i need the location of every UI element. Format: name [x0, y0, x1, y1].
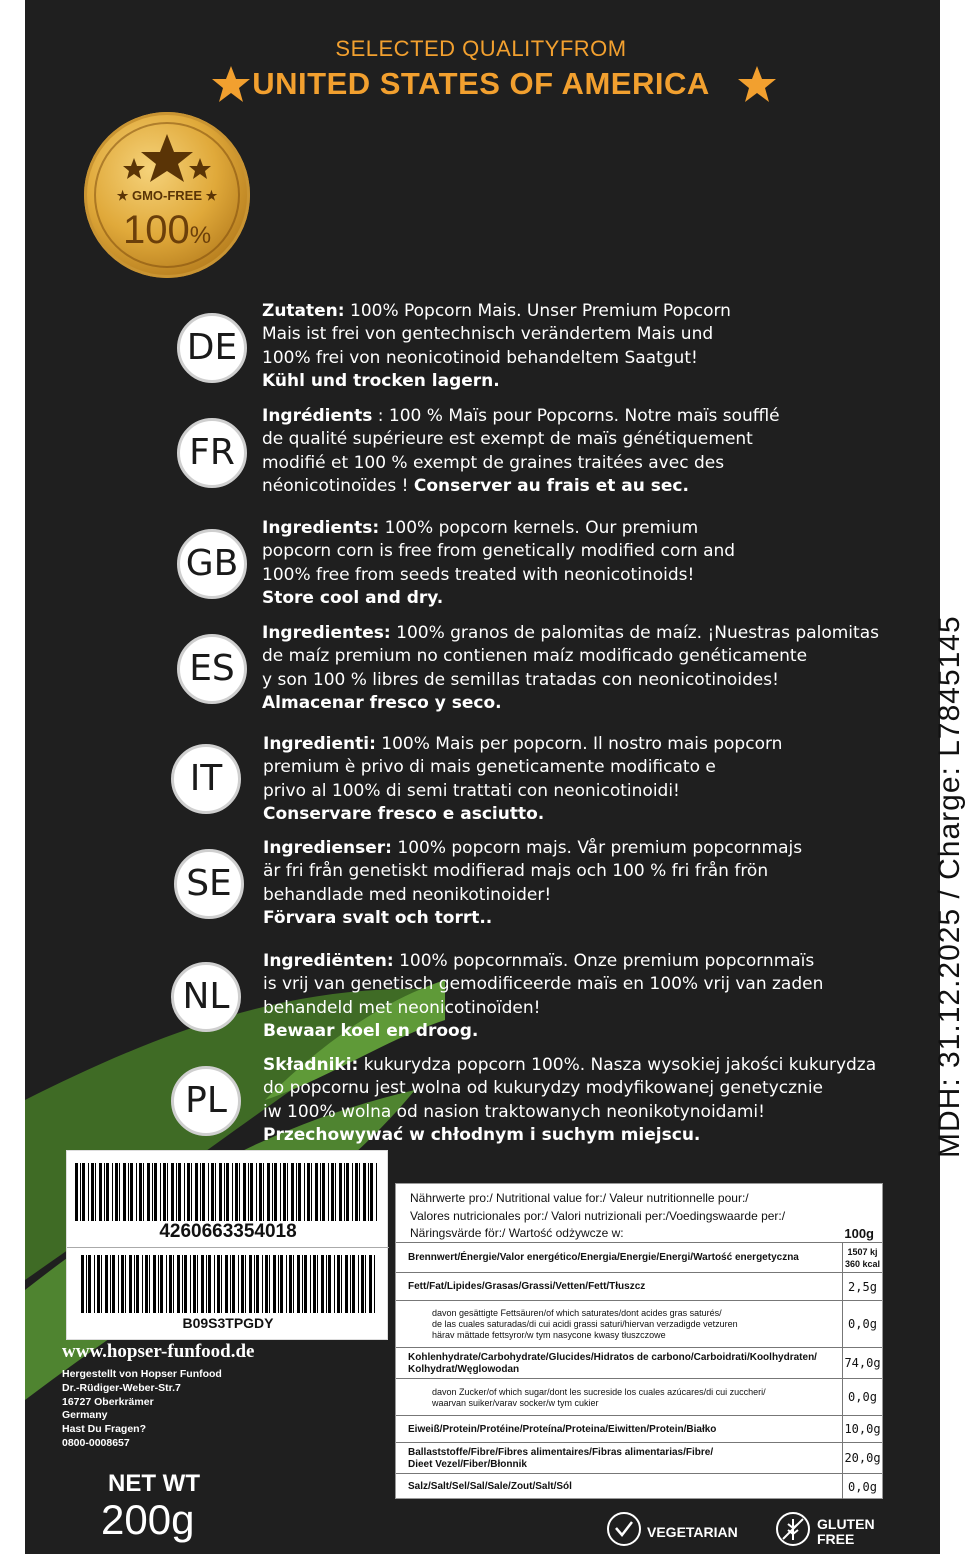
ingredients-line: 100% free from seeds treated with neonicotinoids!	[262, 564, 695, 585]
ean-number: 4260663354018	[159, 1221, 297, 1242]
ingredients-line: Almacenar fresco y seco.	[262, 692, 502, 713]
nutrition-row	[396, 1415, 882, 1442]
language-badge-gb: GB	[177, 529, 247, 599]
nutrient-value: 74,0g	[842, 1348, 882, 1378]
ingredients-line: do popcornu jest wolna od kukurydzy modyfikowanej genetycznie	[263, 1078, 823, 1099]
ingredients-line: Ingredienti: 100% Mais per popcorn. Il nostro mais popcorn	[263, 734, 783, 754]
ingredients-line: is vrij van genetisch gemodificeerde maïs en 100% vrij van zaden	[263, 974, 824, 995]
website-text: www.hopser-funfood.de	[62, 1341, 255, 1362]
nutrition-row	[396, 1442, 882, 1473]
nutrient-label: Kohlenhydrate/Carbohydrate/Glucides/Hidratos de carbono/Carboidrati/Koolhydraten/ Kolhydrat/Węglowodan	[408, 1351, 817, 1375]
ingredients-text-nl	[263, 950, 823, 1043]
ingredients-text-fr	[262, 405, 780, 498]
nutrient-label: davon Zucker/of which sugar/dont les sucreside los cuales azúcares/di cui zuccheri/ waarvan suiker/varav socker/w tym cukier	[432, 1386, 766, 1408]
ingredients-line: popcorn corn is free from genetically modified corn and	[262, 541, 736, 562]
ingredients-line: de qualité supérieure est exempt de maïs génétiquement	[262, 429, 753, 450]
language-badge-es: ES	[177, 634, 247, 704]
vegetarian-badge: VEGETARIAN	[647, 1524, 738, 1540]
nutrient-label: davon gesättigte Fettsäuren/of which saturates/dont acides gras saturés/ de las cuales saturadas/di cui acidi grassi saturi/hiervan verzadigde vetzuren härav mättade fettsyror/w tym nasycone kwasy tłuszczowe	[432, 1308, 738, 1340]
header-title: UNITED STATES OF AMERICA	[252, 66, 710, 101]
ingredients-line: de maíz premium no contienen maíz modificado genéticamente	[262, 646, 808, 667]
nutrient-value: 2,5g	[842, 1273, 882, 1300]
ingredients-line: Ingredientes: 100% granos de palomitas de maíz. ¡Nuestras palomitas	[262, 623, 879, 643]
ingredients-line: Förvara svalt och torrt..	[263, 907, 493, 928]
language-badge-se: SE	[174, 849, 244, 919]
ingredients-line: privo al 100% di semi trattati con neonicotinoidi!	[263, 780, 680, 801]
ingredients-text-gb	[262, 517, 735, 610]
nutrient-label: Eiweiß/Protein/Protéine/Proteína/Proteina/Eiwitten/Protein/Białko	[408, 1423, 717, 1435]
language-badge-nl: NL	[171, 962, 241, 1032]
nutrient-value: 0,0g	[842, 1379, 882, 1415]
language-badge-pl: PL	[171, 1066, 241, 1136]
nutrient-value: 1507 kj 360 kcal	[842, 1243, 882, 1272]
barcode-panel	[66, 1150, 388, 1340]
ingredients-line: Mais ist frei von gentechnisch verändertem Mais und	[262, 324, 714, 345]
ingredients-text-pl	[263, 1054, 876, 1147]
ingredients-text-es	[262, 622, 879, 715]
nutrition-row	[396, 1300, 882, 1347]
ingredients-line: Kühl und trocken lagern.	[262, 370, 500, 391]
nutrient-label: Salz/Salt/Sel/Sal/Sale/Zout/Salt/Sól	[408, 1481, 572, 1492]
ingredients-line: y son 100 % libres de semillas tratadas con neonicotinoides!	[262, 669, 779, 690]
gold-star-seal-icon	[122, 132, 212, 184]
seal-unit: %	[189, 222, 212, 249]
language-badge-de: DE	[177, 313, 247, 383]
nutrition-table	[395, 1183, 883, 1499]
ingredients-line: Ingredienser: 100% popcorn majs. Vår premium popcornmajs	[263, 838, 803, 858]
best-before-batch-text: MDH: 31.12.2025 / Charge: L7845145	[933, 615, 966, 1158]
ean-barcode-icon	[75, 1163, 381, 1221]
ingredients-line: modifié et 100 % exempt de graines traitées avec des	[262, 452, 725, 473]
ingredients-line: Store cool and dry.	[262, 587, 444, 608]
ingredients-line: Przechowywać w chłodnym i suchym miejscu.	[263, 1124, 701, 1145]
nutrient-label: Brennwert/Énergie/Valor energético/Energia/Energie/Energi/Wartość energetyczna	[408, 1252, 799, 1263]
star-icon	[737, 64, 777, 104]
ingredients-text-de	[262, 300, 731, 393]
ingredients-line: Składniki: kukurydza popcorn 100%. Nasza wysokiej jakości kukurydza	[263, 1055, 877, 1075]
nutrient-label: Ballaststoffe/Fibre/Fibres alimentaires/Fibras alimentarias/Fibre/ Dieet Vezel/Fiber/Błonnik	[408, 1446, 714, 1470]
seal-value: 100	[122, 208, 190, 252]
nutrient-label: Fett/Fat/Lipides/Grasas/Grassi/Vetten/Fett/Tłuszcz	[408, 1281, 646, 1292]
ingredients-line: premium è privo di mais geneticamente modificato e	[263, 757, 716, 778]
seal-label: GMO-FREE	[131, 188, 203, 203]
net-weight-label: NET WT	[108, 1470, 200, 1497]
ingredients-line: néonicotinoïdes ! Conserver au frais et au sec.	[262, 475, 689, 496]
asin-barcode-icon	[81, 1255, 375, 1313]
net-weight-value: 200g	[101, 1496, 195, 1543]
language-badge-fr: FR	[177, 418, 247, 488]
nutrition-row	[396, 1473, 882, 1499]
ingredients-line: Zutaten: 100% Popcorn Mais. Unser Premium Popcorn	[262, 301, 731, 321]
gluten-free-wheat-icon	[776, 1512, 810, 1546]
manufacturer-address: Hergestellt von Hopser Funfood Dr.-Rüdiger-Weber-Str.7 16727 Oberkrämer Germany Hast Du Fragen? 0800-0008657	[62, 1368, 222, 1449]
ingredients-line: Ingrédients : 100 % Maïs pour Popcorns. Notre maïs soufflé	[262, 406, 780, 426]
nutrition-row	[396, 1272, 882, 1300]
gmo-free-seal: ★ GMO-FREE ★ 100%	[84, 112, 250, 278]
nutrition-row	[396, 1378, 882, 1415]
ingredients-line: Ingrediënten: 100% popcornmaïs. Onze premium popcornmaïs	[263, 951, 815, 971]
ingredients-text-se	[263, 837, 802, 930]
vegetarian-leaf-icon	[607, 1512, 641, 1546]
nutrition-row	[396, 1347, 882, 1378]
nutrient-value: 10,0g	[842, 1416, 882, 1442]
ingredients-line: Bewaar koel en droog.	[263, 1020, 479, 1041]
asin-number: B09S3TPGDY	[182, 1315, 274, 1331]
ingredients-line: iw 100% wolna od nasion traktowanych neonikotynoidami!	[263, 1101, 765, 1122]
nutrient-value: 20,0g	[842, 1443, 882, 1473]
header-subtitle: SELECTED QUALITYFROM	[335, 36, 627, 61]
nutrition-per-amount: 100g	[844, 1226, 874, 1241]
nutrition-row	[396, 1242, 882, 1272]
star-icon	[211, 64, 251, 104]
nutrient-value: 0,0g	[842, 1474, 882, 1499]
language-badge-it: IT	[171, 744, 241, 814]
gluten-free-badge: GLUTEN FREE	[817, 1516, 875, 1547]
ingredients-line: Conservare fresco e asciutto.	[263, 803, 545, 824]
ingredients-text-it	[263, 733, 782, 826]
ingredients-line: 100% frei von neonicotinoid behandeltem Saatgut!	[262, 347, 698, 368]
ingredients-line: behandlade med neonikotinoider!	[263, 884, 552, 905]
ingredients-line: behandeld met neonicotinoïden!	[263, 997, 541, 1018]
ingredients-line: är fri från genetiskt modifierad majs och 100 % fri från frön	[263, 861, 769, 882]
ingredients-line: Ingredients: 100% popcorn kernels. Our premium	[262, 518, 699, 538]
nutrient-value: 0,0g	[842, 1301, 882, 1347]
nutrition-header: Nährwerte pro:/ Nutritional value for:/ Valeur nutritionnelle pour:/ Valores nutricionales por:/ Valori nutrizionali per:/Voedingswaarde per:/ Näringsvärde för:/ Wartość odżywcze w:	[410, 1191, 786, 1240]
